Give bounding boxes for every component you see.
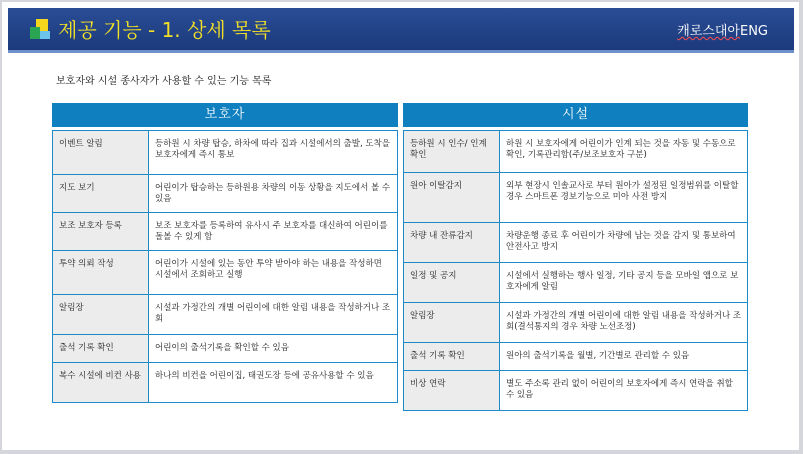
guardian-table	[52, 130, 398, 403]
facility-heading: 시설	[403, 103, 748, 127]
guardian-heading: 보호자	[52, 103, 398, 127]
feature-cell: 지도 보기	[53, 175, 149, 213]
table-row	[53, 295, 398, 335]
logo-icon	[30, 19, 50, 39]
description-cell: 어린이의 출석기록을 확인할 수 있음	[149, 335, 398, 363]
description-cell: 등하원 시 차량 탑승, 하차에 따라 집과 시설에서의 출발, 도착을 보호자에게 즉시 통보	[149, 131, 398, 175]
description-cell: 어린이가 탑승하는 등하원용 차량의 이동 상황을 지도에서 볼 수 있음	[149, 175, 398, 213]
guardian-panel	[52, 103, 398, 403]
table-row	[53, 213, 398, 251]
feature-cell: 알림장	[53, 295, 149, 335]
feature-cell: 차량 내 잔류감지	[404, 223, 500, 263]
feature-cell: 복수 시설에 비컨 사용	[53, 363, 149, 403]
table-row	[53, 175, 398, 213]
company-brand	[677, 24, 768, 40]
title-bar	[8, 8, 794, 50]
brand-name: 캐로스대아	[677, 24, 740, 39]
subtitle: 보호자와 시설 종사자가 사용할 수 있는 기능 목록	[56, 76, 272, 87]
table-row	[53, 363, 398, 403]
table-row	[404, 371, 748, 411]
table-row	[53, 251, 398, 295]
table-row	[53, 131, 398, 175]
feature-cell: 출석 기록 확인	[53, 335, 149, 363]
table-row	[404, 343, 748, 371]
description-cell: 외부 현장시 인솔교사로 부터 원아가 설정된 일정범위를 이탈할경우 스마트폰 경보기능으로 미아 사전 방지	[500, 173, 748, 223]
description-cell: 어린이가 시설에 있는 동안 투약 받아야 하는 내용을 작성하면 시설에서 조회하고 실행	[149, 251, 398, 295]
description-cell: 원아의 출석기록을 월별, 기간별로 관리할 수 있음	[500, 343, 748, 371]
header-divider	[8, 50, 794, 53]
feature-cell: 비상 연락	[404, 371, 500, 411]
facility-table	[403, 130, 748, 411]
table-row	[404, 303, 748, 343]
table-row	[53, 335, 398, 363]
description-cell: 시설에서 실행하는 행사 일정, 기타 공지 등을 모바일 앱으로 보호자에게 알림	[500, 263, 748, 303]
table-row	[404, 263, 748, 303]
facility-panel	[403, 103, 748, 411]
table-row	[404, 131, 748, 173]
table-row	[404, 223, 748, 263]
feature-cell: 출석 기록 확인	[404, 343, 500, 371]
feature-cell: 보조 보호자 등록	[53, 213, 149, 251]
description-cell: 차량운행 종료 후 어린이가 차량에 남는 것을 감지 및 통보하여 안전사고 방지	[500, 223, 748, 263]
feature-cell: 등하원 시 인수/ 인계확인	[404, 131, 500, 173]
description-cell: 시설과 가정간의 개별 어린이에 대한 알림 내용을 작성하거나 조회(결석통지의 경우 차량 노선조정)	[500, 303, 748, 343]
description-cell: 하나의 비컨을 어린이집, 태권도장 등에 공유사용할 수 있음	[149, 363, 398, 403]
description-cell: 별도 주소록 관리 없이 어린이의 보호자에게 즉시 연락을 취할 수 있음	[500, 371, 748, 411]
feature-cell: 일정 및 공지	[404, 263, 500, 303]
description-cell: 시설과 가정간의 개별 어린이에 대한 알림 내용을 작성하거나 조회	[149, 295, 398, 335]
description-cell: 보조 보호자를 등록하여 유사시 주 보호자를 대신하여 어린이를 돌볼 수 있게 함	[149, 213, 398, 251]
page-title: 제공 기능 - 1. 상세 목록	[58, 18, 271, 42]
feature-cell: 투약 의뢰 작성	[53, 251, 149, 295]
feature-cell: 알림장	[404, 303, 500, 343]
table-row	[404, 173, 748, 223]
feature-cell: 이벤트 알림	[53, 131, 149, 175]
brand-suffix: ENG	[739, 24, 768, 39]
feature-cell: 원아 이탈감지	[404, 173, 500, 223]
description-cell: 하원 시 보호자에게 어린이가 인계 되는 것을 자동 및 수동으로 확인, 기록관리함(주/보조보호자 구분)	[500, 131, 748, 173]
